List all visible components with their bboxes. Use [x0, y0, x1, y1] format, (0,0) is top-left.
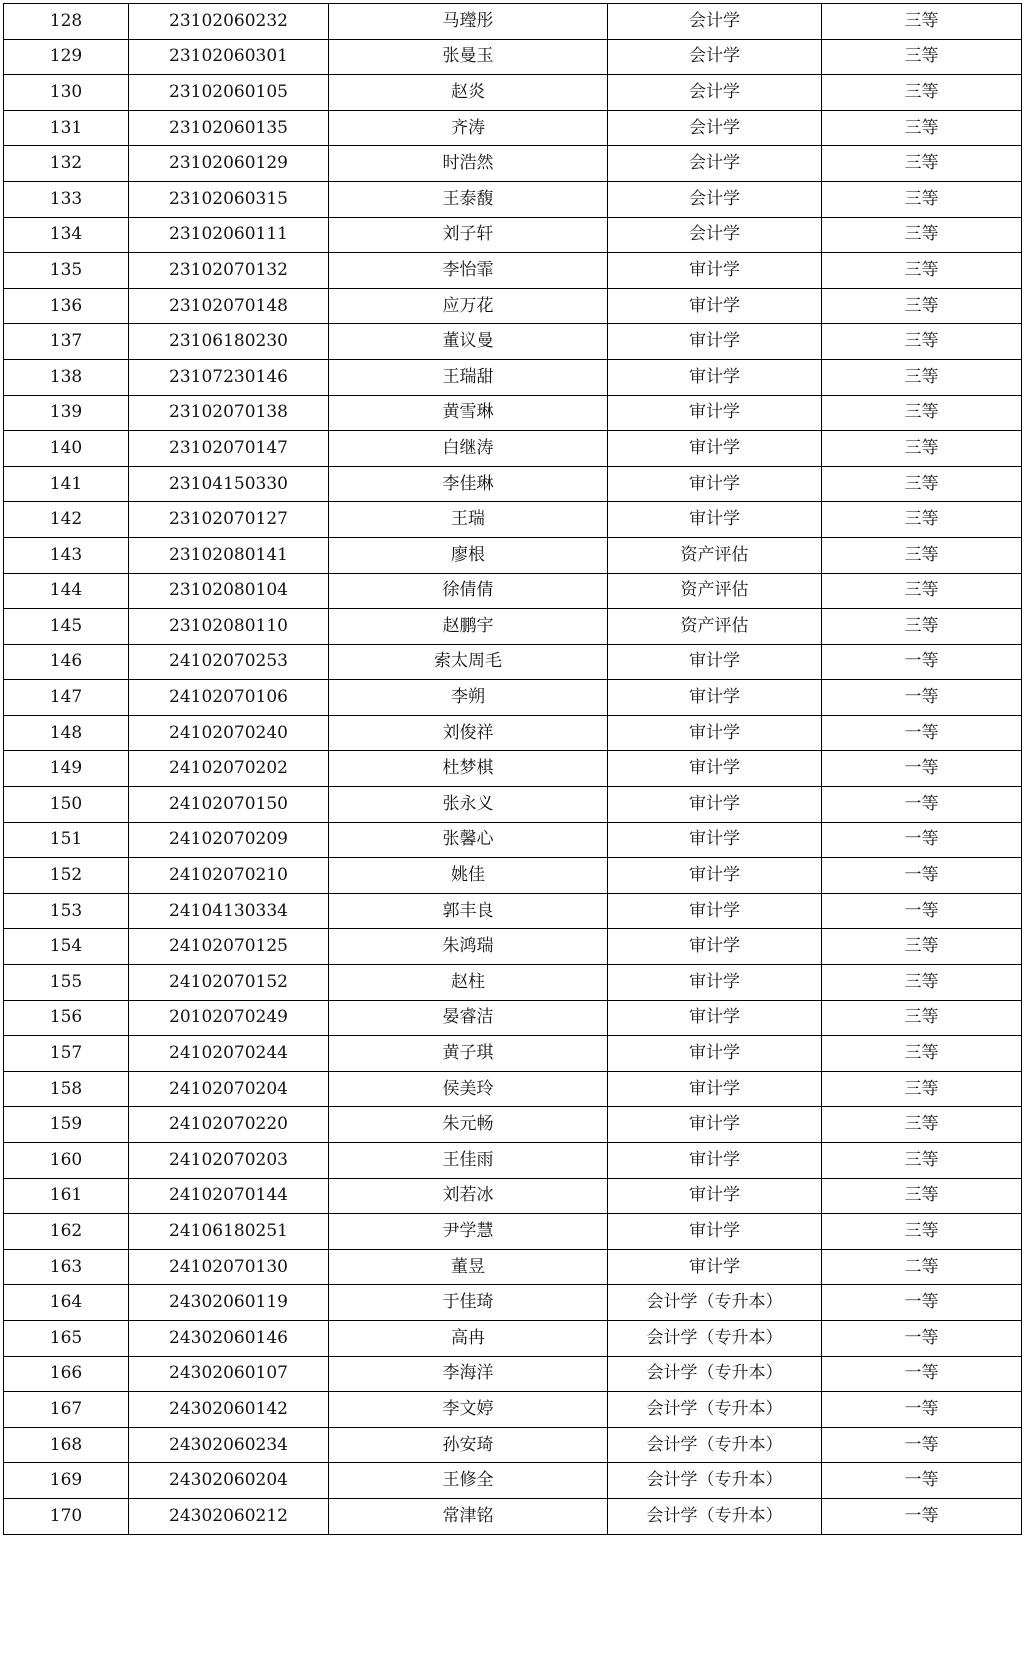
major-cell: 审计学	[608, 466, 822, 502]
student-id-cell: 23107230146	[129, 359, 329, 395]
student-name-cell: 朱元畅	[329, 1107, 608, 1143]
award-level-cell: 三等	[822, 573, 1022, 609]
row-number-cell: 141	[4, 466, 129, 502]
major-cell: 会计学（专升本）	[608, 1463, 822, 1499]
table-row	[4, 609, 1022, 645]
award-level-cell: 三等	[822, 359, 1022, 395]
student-id-cell: 24102070106	[129, 680, 329, 716]
award-level-cell: 三等	[822, 1178, 1022, 1214]
row-number-cell: 146	[4, 644, 129, 680]
student-name-cell: 黄子琪	[329, 1036, 608, 1072]
award-level-cell: 一等	[822, 1463, 1022, 1499]
major-cell: 会计学（专升本）	[608, 1285, 822, 1321]
student-name-cell: 朱鸿瑞	[329, 929, 608, 965]
student-name-cell: 王修全	[329, 1463, 608, 1499]
row-number-cell: 168	[4, 1427, 129, 1463]
table-row	[4, 893, 1022, 929]
award-level-cell: 三等	[822, 324, 1022, 360]
row-number-cell: 154	[4, 929, 129, 965]
student-id-cell: 23102080110	[129, 609, 329, 645]
award-level-cell: 三等	[822, 39, 1022, 75]
major-cell: 会计学（专升本）	[608, 1356, 822, 1392]
award-level-cell: 三等	[822, 1036, 1022, 1072]
student-id-cell: 23102070127	[129, 502, 329, 538]
student-id-cell: 24102070125	[129, 929, 329, 965]
award-level-cell: 三等	[822, 395, 1022, 431]
row-number-cell: 163	[4, 1249, 129, 1285]
major-cell: 审计学	[608, 965, 822, 1001]
award-level-cell: 三等	[822, 1071, 1022, 1107]
student-name-cell: 张馨心	[329, 822, 608, 858]
student-name-cell: 杜梦棋	[329, 751, 608, 787]
major-cell: 会计学	[608, 217, 822, 253]
student-name-cell: 刘俊祥	[329, 715, 608, 751]
student-name-cell: 张曼玉	[329, 39, 608, 75]
table-row	[4, 751, 1022, 787]
student-name-cell: 王佳雨	[329, 1143, 608, 1179]
table-row	[4, 324, 1022, 360]
student-id-cell: 23102070147	[129, 431, 329, 467]
award-level-cell: 三等	[822, 4, 1022, 40]
student-id-cell: 23102060135	[129, 110, 329, 146]
student-name-cell: 李佳琳	[329, 466, 608, 502]
table-row	[4, 1392, 1022, 1428]
award-level-cell: 一等	[822, 751, 1022, 787]
student-id-cell: 24302060119	[129, 1285, 329, 1321]
award-level-cell: 三等	[822, 965, 1022, 1001]
major-cell: 审计学	[608, 858, 822, 894]
student-id-cell: 24102070203	[129, 1143, 329, 1179]
student-id-cell: 23102060232	[129, 4, 329, 40]
award-level-cell: 三等	[822, 75, 1022, 111]
award-level-cell: 三等	[822, 217, 1022, 253]
major-cell: 审计学	[608, 1249, 822, 1285]
row-number-cell: 166	[4, 1356, 129, 1392]
table-row	[4, 1463, 1022, 1499]
table-row	[4, 359, 1022, 395]
major-cell: 资产评估	[608, 609, 822, 645]
award-list-table	[3, 3, 1022, 1535]
student-name-cell: 齐涛	[329, 110, 608, 146]
row-number-cell: 128	[4, 4, 129, 40]
row-number-cell: 143	[4, 537, 129, 573]
student-name-cell: 索太周毛	[329, 644, 608, 680]
table-row	[4, 1071, 1022, 1107]
row-number-cell: 129	[4, 39, 129, 75]
award-level-cell: 三等	[822, 466, 1022, 502]
table-row	[4, 253, 1022, 289]
table-row	[4, 1320, 1022, 1356]
student-name-cell: 侯美玲	[329, 1071, 608, 1107]
major-cell: 会计学	[608, 110, 822, 146]
row-number-cell: 150	[4, 787, 129, 823]
award-level-cell: 一等	[822, 680, 1022, 716]
award-level-cell: 一等	[822, 644, 1022, 680]
student-id-cell: 23104150330	[129, 466, 329, 502]
table-row	[4, 715, 1022, 751]
major-cell: 审计学	[608, 395, 822, 431]
row-number-cell: 161	[4, 1178, 129, 1214]
student-name-cell: 廖根	[329, 537, 608, 573]
table-row	[4, 1143, 1022, 1179]
student-name-cell: 赵炎	[329, 75, 608, 111]
major-cell: 审计学	[608, 787, 822, 823]
student-id-cell: 20102070249	[129, 1000, 329, 1036]
row-number-cell: 148	[4, 715, 129, 751]
student-id-cell: 24302060142	[129, 1392, 329, 1428]
row-number-cell: 131	[4, 110, 129, 146]
table-row	[4, 466, 1022, 502]
row-number-cell: 147	[4, 680, 129, 716]
table-row	[4, 1498, 1022, 1534]
award-level-cell: 一等	[822, 893, 1022, 929]
student-id-cell: 24102070240	[129, 715, 329, 751]
student-id-cell: 23102080104	[129, 573, 329, 609]
row-number-cell: 162	[4, 1214, 129, 1250]
major-cell: 会计学	[608, 4, 822, 40]
table-row	[4, 110, 1022, 146]
table-row	[4, 1036, 1022, 1072]
award-level-cell: 三等	[822, 1000, 1022, 1036]
row-number-cell: 138	[4, 359, 129, 395]
student-id-cell: 23102070138	[129, 395, 329, 431]
award-level-cell: 一等	[822, 715, 1022, 751]
student-id-cell: 24104130334	[129, 893, 329, 929]
row-number-cell: 140	[4, 431, 129, 467]
student-id-cell: 24302060107	[129, 1356, 329, 1392]
major-cell: 审计学	[608, 1071, 822, 1107]
major-cell: 审计学	[608, 502, 822, 538]
major-cell: 会计学（专升本）	[608, 1320, 822, 1356]
major-cell: 审计学	[608, 893, 822, 929]
student-id-cell: 23102060129	[129, 146, 329, 182]
table-row	[4, 1285, 1022, 1321]
award-level-cell: 三等	[822, 1107, 1022, 1143]
award-level-cell: 一等	[822, 822, 1022, 858]
award-level-cell: 一等	[822, 1498, 1022, 1534]
major-cell: 会计学（专升本）	[608, 1498, 822, 1534]
major-cell: 会计学	[608, 39, 822, 75]
major-cell: 审计学	[608, 751, 822, 787]
student-name-cell: 于佳琦	[329, 1285, 608, 1321]
student-name-cell: 马㼆彤	[329, 4, 608, 40]
major-cell: 会计学	[608, 75, 822, 111]
row-number-cell: 167	[4, 1392, 129, 1428]
student-id-cell: 24102070253	[129, 644, 329, 680]
award-level-cell: 三等	[822, 1143, 1022, 1179]
table-row	[4, 146, 1022, 182]
row-number-cell: 170	[4, 1498, 129, 1534]
row-number-cell: 139	[4, 395, 129, 431]
student-name-cell: 高冉	[329, 1320, 608, 1356]
major-cell: 会计学（专升本）	[608, 1392, 822, 1428]
student-id-cell: 24302060234	[129, 1427, 329, 1463]
student-id-cell: 24302060146	[129, 1320, 329, 1356]
award-level-cell: 三等	[822, 431, 1022, 467]
major-cell: 审计学	[608, 253, 822, 289]
table-row	[4, 4, 1022, 40]
student-name-cell: 郭丰良	[329, 893, 608, 929]
award-level-cell: 一等	[822, 1285, 1022, 1321]
award-level-cell: 一等	[822, 787, 1022, 823]
major-cell: 审计学	[608, 1143, 822, 1179]
major-cell: 审计学	[608, 1107, 822, 1143]
student-id-cell: 24102070130	[129, 1249, 329, 1285]
student-name-cell: 张永义	[329, 787, 608, 823]
row-number-cell: 145	[4, 609, 129, 645]
award-level-cell: 三等	[822, 502, 1022, 538]
table-row	[4, 1214, 1022, 1250]
student-name-cell: 董议曼	[329, 324, 608, 360]
table-row	[4, 181, 1022, 217]
student-id-cell: 24106180251	[129, 1214, 329, 1250]
student-id-cell: 24102070204	[129, 1071, 329, 1107]
student-name-cell: 白继涛	[329, 431, 608, 467]
student-name-cell: 李朔	[329, 680, 608, 716]
table-row	[4, 1000, 1022, 1036]
student-id-cell: 23102080141	[129, 537, 329, 573]
table-row	[4, 1356, 1022, 1392]
student-name-cell: 李怡霏	[329, 253, 608, 289]
student-name-cell: 晏睿洁	[329, 1000, 608, 1036]
student-id-cell: 24102070209	[129, 822, 329, 858]
student-name-cell: 孙安琦	[329, 1427, 608, 1463]
student-id-cell: 23102070148	[129, 288, 329, 324]
table-row	[4, 965, 1022, 1001]
table-body	[4, 4, 1022, 1535]
table-row	[4, 217, 1022, 253]
table-row	[4, 537, 1022, 573]
row-number-cell: 169	[4, 1463, 129, 1499]
major-cell: 审计学	[608, 1036, 822, 1072]
table-row	[4, 39, 1022, 75]
student-name-cell: 赵鹏宇	[329, 609, 608, 645]
student-name-cell: 黄雪琳	[329, 395, 608, 431]
row-number-cell: 152	[4, 858, 129, 894]
award-level-cell: 三等	[822, 537, 1022, 573]
student-name-cell: 李海洋	[329, 1356, 608, 1392]
student-name-cell: 刘若冰	[329, 1178, 608, 1214]
student-name-cell: 董昱	[329, 1249, 608, 1285]
award-level-cell: 三等	[822, 110, 1022, 146]
award-level-cell: 一等	[822, 1427, 1022, 1463]
student-name-cell: 王瑞甜	[329, 359, 608, 395]
row-number-cell: 164	[4, 1285, 129, 1321]
major-cell: 会计学	[608, 181, 822, 217]
table-row	[4, 1178, 1022, 1214]
student-id-cell: 24102070202	[129, 751, 329, 787]
student-id-cell: 23102060315	[129, 181, 329, 217]
major-cell: 审计学	[608, 715, 822, 751]
table-row	[4, 929, 1022, 965]
major-cell: 会计学（专升本）	[608, 1427, 822, 1463]
student-id-cell: 24102070152	[129, 965, 329, 1001]
row-number-cell: 157	[4, 1036, 129, 1072]
award-level-cell: 一等	[822, 1392, 1022, 1428]
major-cell: 资产评估	[608, 573, 822, 609]
major-cell: 审计学	[608, 359, 822, 395]
row-number-cell: 144	[4, 573, 129, 609]
table-row	[4, 1107, 1022, 1143]
student-name-cell: 刘子轩	[329, 217, 608, 253]
award-level-cell: 三等	[822, 929, 1022, 965]
row-number-cell: 158	[4, 1071, 129, 1107]
table-row	[4, 680, 1022, 716]
award-level-cell: 三等	[822, 288, 1022, 324]
major-cell: 审计学	[608, 1178, 822, 1214]
major-cell: 审计学	[608, 644, 822, 680]
student-name-cell: 姚佳	[329, 858, 608, 894]
table-row	[4, 573, 1022, 609]
major-cell: 审计学	[608, 822, 822, 858]
major-cell: 审计学	[608, 929, 822, 965]
award-level-cell: 一等	[822, 1320, 1022, 1356]
student-id-cell: 24102070150	[129, 787, 329, 823]
student-name-cell: 王瑞	[329, 502, 608, 538]
major-cell: 审计学	[608, 1214, 822, 1250]
row-number-cell: 135	[4, 253, 129, 289]
award-level-cell: 三等	[822, 181, 1022, 217]
row-number-cell: 149	[4, 751, 129, 787]
student-name-cell: 徐倩倩	[329, 573, 608, 609]
row-number-cell: 151	[4, 822, 129, 858]
student-id-cell: 24302060204	[129, 1463, 329, 1499]
row-number-cell: 142	[4, 502, 129, 538]
row-number-cell: 133	[4, 181, 129, 217]
student-id-cell: 23102070132	[129, 253, 329, 289]
award-level-cell: 三等	[822, 146, 1022, 182]
row-number-cell: 156	[4, 1000, 129, 1036]
student-id-cell: 24102070220	[129, 1107, 329, 1143]
award-level-cell: 一等	[822, 1356, 1022, 1392]
row-number-cell: 137	[4, 324, 129, 360]
table-row	[4, 822, 1022, 858]
major-cell: 资产评估	[608, 537, 822, 573]
major-cell: 审计学	[608, 324, 822, 360]
row-number-cell: 165	[4, 1320, 129, 1356]
student-name-cell: 应万花	[329, 288, 608, 324]
major-cell: 审计学	[608, 1000, 822, 1036]
table-row	[4, 1427, 1022, 1463]
award-level-cell: 三等	[822, 253, 1022, 289]
major-cell: 审计学	[608, 680, 822, 716]
award-level-cell: 二等	[822, 1249, 1022, 1285]
row-number-cell: 130	[4, 75, 129, 111]
student-name-cell: 赵柱	[329, 965, 608, 1001]
student-id-cell: 24102070144	[129, 1178, 329, 1214]
award-level-cell: 三等	[822, 1214, 1022, 1250]
row-number-cell: 136	[4, 288, 129, 324]
table-row	[4, 787, 1022, 823]
student-id-cell: 24102070210	[129, 858, 329, 894]
row-number-cell: 155	[4, 965, 129, 1001]
award-level-cell: 三等	[822, 609, 1022, 645]
row-number-cell: 132	[4, 146, 129, 182]
table-row	[4, 75, 1022, 111]
row-number-cell: 159	[4, 1107, 129, 1143]
table-row	[4, 431, 1022, 467]
student-id-cell: 23102060111	[129, 217, 329, 253]
student-id-cell: 23102060105	[129, 75, 329, 111]
student-name-cell: 李文婷	[329, 1392, 608, 1428]
major-cell: 审计学	[608, 288, 822, 324]
student-id-cell: 24302060212	[129, 1498, 329, 1534]
row-number-cell: 134	[4, 217, 129, 253]
table-row	[4, 502, 1022, 538]
student-name-cell: 常津铭	[329, 1498, 608, 1534]
row-number-cell: 160	[4, 1143, 129, 1179]
table-row	[4, 395, 1022, 431]
student-id-cell: 23102060301	[129, 39, 329, 75]
student-name-cell: 尹学慧	[329, 1214, 608, 1250]
student-name-cell: 时浩然	[329, 146, 608, 182]
student-id-cell: 23106180230	[129, 324, 329, 360]
award-list-table-container	[3, 3, 1021, 1535]
table-row	[4, 288, 1022, 324]
table-row	[4, 1249, 1022, 1285]
student-id-cell: 24102070244	[129, 1036, 329, 1072]
table-row	[4, 858, 1022, 894]
award-level-cell: 一等	[822, 858, 1022, 894]
row-number-cell: 153	[4, 893, 129, 929]
major-cell: 审计学	[608, 431, 822, 467]
major-cell: 会计学	[608, 146, 822, 182]
table-row	[4, 644, 1022, 680]
student-name-cell: 王泰馥	[329, 181, 608, 217]
